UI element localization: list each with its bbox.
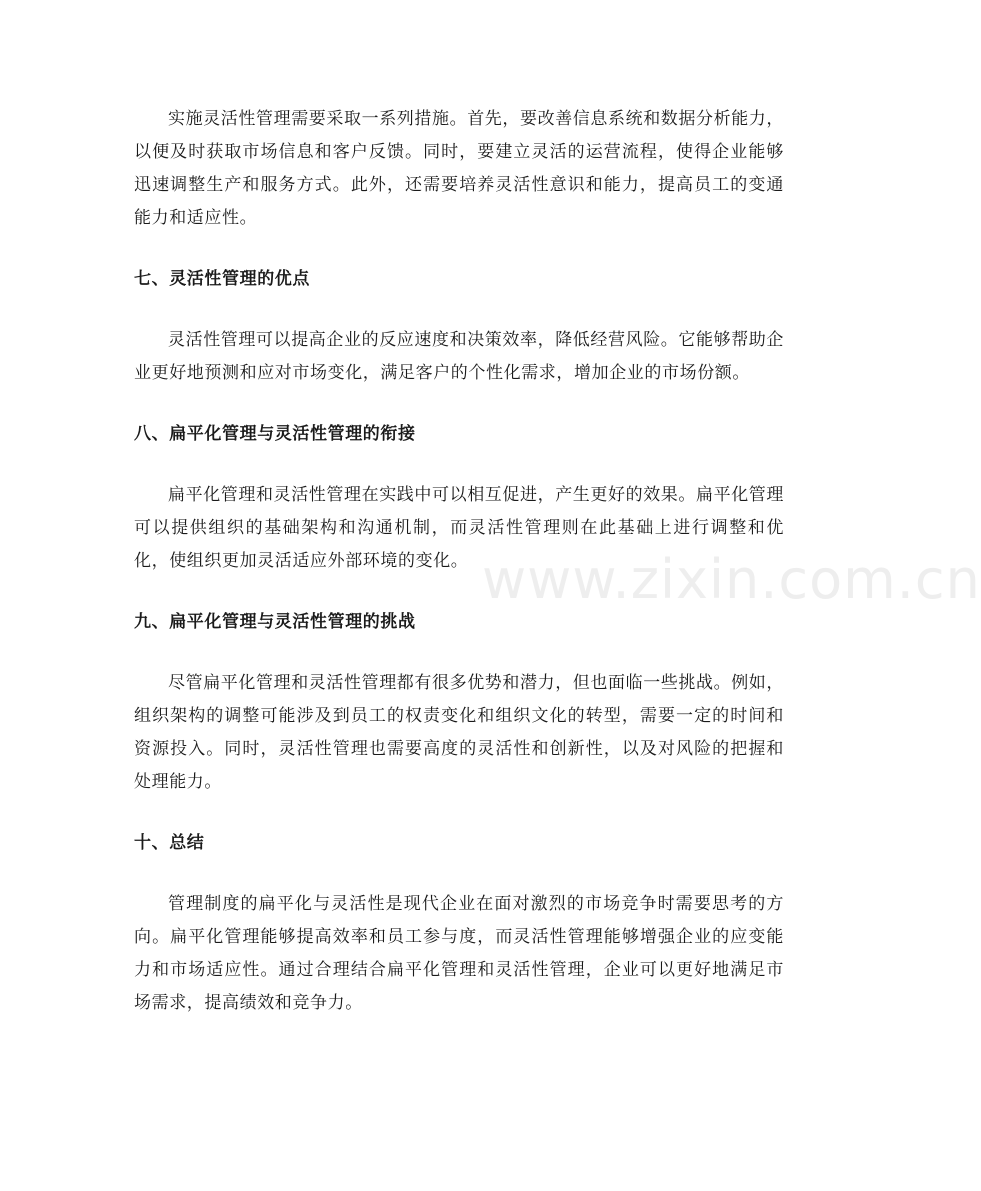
section-heading-challenges: 九、扁平化管理与灵活性管理的挑战	[134, 612, 416, 632]
section-heading-integration: 八、扁平化管理与灵活性管理的衔接	[134, 424, 416, 444]
section-heading-summary: 十、总结	[134, 833, 205, 853]
paragraph-summary: 管理制度的扁平化与灵活性是现代企业在面对激烈的市场竞争时需要思考的方向。扁平化管理能够提高效率和员工参与度，而灵活性管理能够增强企业的应变能力和市场适应性。通过合理结合扁平化管理和灵活性管理，企业可以更好地满足市场需求，提高绩效和竞争力。	[134, 894, 784, 1013]
watermark: www.zixin.com.cn	[482, 548, 981, 611]
paragraph-integration: 扁平化管理和灵活性管理在实践中可以相互促进，产生更好的效果。扁平化管理可以提供组织的基础架构和沟通机制，而灵活性管理则在此基础上进行调整和优化，使组织更加灵活适应外部环境的变化。	[134, 485, 784, 571]
paragraph-measures: 实施灵活性管理需要采取一系列措施。首先，要改善信息系统和数据分析能力，以便及时获取市场信息和客户反馈。同时，要建立灵活的运营流程，使得企业能够迅速调整生产和服务方式。此外，还需要培养灵活性意识和能力，提高员工的变通能力和适应性。	[134, 109, 784, 228]
document-body	[134, 103, 784, 1020]
paragraph-advantages: 灵活性管理可以提高企业的反应速度和决策效率，降低经营风险。它能够帮助企业更好地预测和应对市场变化，满足客户的个性化需求，增加企业的市场份额。	[134, 330, 784, 383]
paragraph-challenges: 尽管扁平化管理和灵活性管理都有很多优势和潜力，但也面临一些挑战。例如，组织架构的调整可能涉及到员工的权责变化和组织文化的转型，需要一定的时间和资源投入。同时，灵活性管理也需要高度的灵活性和创新性，以及对风险的把握和处理能力。	[134, 673, 784, 792]
section-heading-advantages: 七、灵活性管理的优点	[134, 269, 310, 289]
